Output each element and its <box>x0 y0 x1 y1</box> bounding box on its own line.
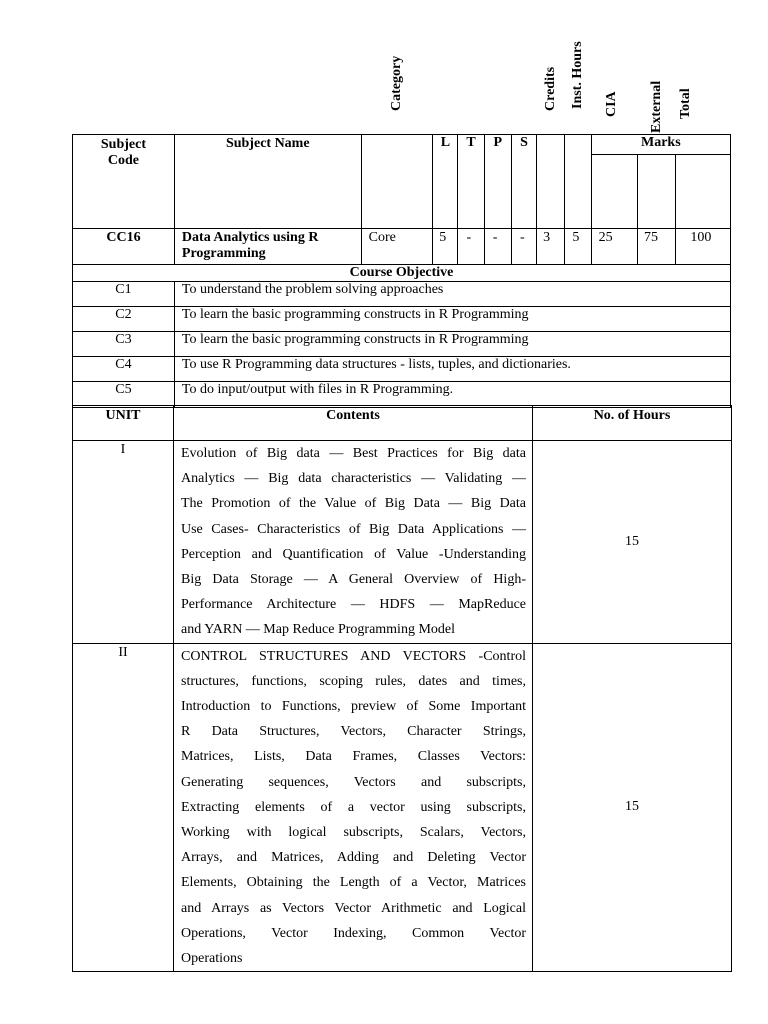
t-header: T <box>458 135 484 229</box>
unit-contents-text: CONTROL STRUCTURES AND VECTORS -Control structures, functions, scoping rules, dates and times, Introduction to Functions, preview of Some Important R Data Structures, Vectors, Character Strings, Matrices, Lists, Data Frames, Classes Vectors: Generating sequences, Vectors and subscripts, Extracting elements of a vector using subscripts, Working with logical subscripts, Scalars, Vectors, Arrays, and Matrices, Adding and Deleting Vector Elements, Obtaining the Length of a Vector, Matrices and Arrays as Vectors Vector Arithmetic and Logical Operations, Vector Indexing, Common Vector Operations <box>181 648 526 967</box>
objective-row <box>73 307 731 332</box>
objective-id: C1 <box>73 282 175 307</box>
objective-row <box>73 357 731 382</box>
course-code: CC16 <box>73 229 175 265</box>
objective-row <box>73 332 731 357</box>
course-credits: 3 <box>537 229 565 265</box>
course-name: Data Analytics using R Programming <box>174 229 361 265</box>
marks-header: Marks <box>591 135 730 155</box>
l-header: L <box>433 135 458 229</box>
unit-header: UNIT <box>73 406 174 441</box>
inst-hours-header: Inst. Hours <box>565 135 591 229</box>
course-external: 75 <box>638 229 676 265</box>
objective-id: C4 <box>73 357 175 382</box>
unit-number: I <box>73 441 174 644</box>
unit-hours: 15 <box>533 441 732 644</box>
category-header: Category <box>361 135 433 229</box>
objective-id: C5 <box>73 382 175 408</box>
p-header: P <box>484 135 511 229</box>
course-objective-title: Course Objective <box>73 265 731 282</box>
credits-header: Credits <box>537 135 565 229</box>
hours-header: No. of Hours <box>533 406 732 441</box>
objective-row <box>73 382 731 408</box>
unit-row <box>73 643 732 972</box>
total-header: Total <box>676 155 731 229</box>
unit-number: II <box>73 643 174 972</box>
course-p: - <box>484 229 511 265</box>
unit-contents <box>174 441 533 644</box>
objective-text: To use R Programming data structures - lists, tuples, and dictionaries. <box>174 357 730 382</box>
unit-contents <box>174 643 533 972</box>
objective-id: C2 <box>73 307 175 332</box>
units-table <box>72 405 732 972</box>
unit-row <box>73 441 732 644</box>
objective-text: To understand the problem solving approaches <box>174 282 730 307</box>
contents-header: Contents <box>174 406 533 441</box>
cia-header: CIA <box>591 155 637 229</box>
subject-name-header: Subject Name <box>174 135 361 229</box>
course-t: - <box>458 229 484 265</box>
objective-row <box>73 282 731 307</box>
course-cia: 25 <box>591 229 637 265</box>
course-total: 100 <box>676 229 731 265</box>
objective-text: To learn the basic programming constructs in R Programming <box>174 307 730 332</box>
external-header: External <box>638 155 676 229</box>
course-l: 5 <box>433 229 458 265</box>
subject-code-header: Subject Code <box>73 135 175 229</box>
course-s: - <box>511 229 536 265</box>
objective-id: C3 <box>73 332 175 357</box>
unit-hours: 15 <box>533 643 732 972</box>
unit-contents-text: Evolution of Big data — Best Practices for Big data Analytics — Big data characteristics — Validating — The Promotion of the Value of Big Data — Big Data Use Cases- Characteristics of Big Data Applications — Perception and Quantification of Value -Understanding Big Data Storage — A General Overview of High- Performance Architecture — HDFS — MapReduce and YARN — Map Reduce Programming Model <box>181 446 526 638</box>
objective-text: To do input/output with files in R Programming. <box>174 382 730 408</box>
course-inst-hours: 5 <box>565 229 591 265</box>
course-category: Core <box>361 229 433 265</box>
s-header: S <box>511 135 536 229</box>
objective-text: To learn the basic programming constructs in R Programming <box>174 332 730 357</box>
syllabus-header-table <box>72 41 731 408</box>
